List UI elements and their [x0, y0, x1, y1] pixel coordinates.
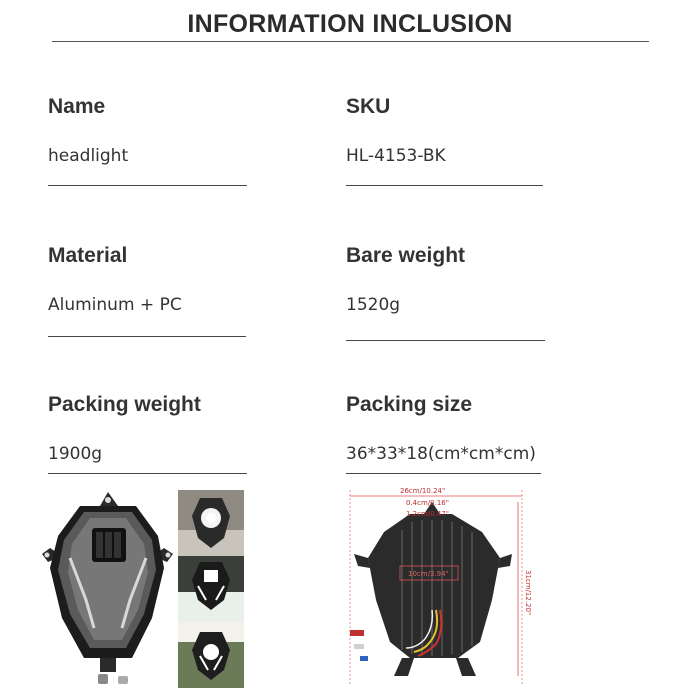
height-dimension-label: 31cm/12.20"	[524, 570, 532, 616]
title-divider	[52, 41, 649, 42]
packing-weight-divider	[48, 473, 247, 474]
sku-label: SKU	[346, 95, 391, 118]
name-label: Name	[48, 95, 106, 118]
packing-size-label: Packing size	[346, 393, 473, 416]
packing-weight-value: 1900g	[48, 444, 103, 464]
headlight-lit-photo-1	[178, 490, 244, 556]
sku-value: HL-4153-BK	[346, 146, 446, 166]
bare-weight-value: 1520g	[346, 295, 401, 315]
bare-weight-label: Bare weight	[346, 244, 466, 267]
width-dimension-label: 26cm/10.24"	[400, 487, 446, 495]
packing-weight-label: Packing weight	[48, 393, 201, 416]
material-label: Material	[48, 244, 128, 267]
material-divider	[48, 336, 246, 337]
sku-divider	[346, 185, 543, 186]
material-value: Aluminum + PC	[48, 295, 182, 315]
name-value: headlight	[48, 146, 129, 166]
headlight-front-photo	[40, 488, 175, 694]
page-title: INFORMATION INCLUSION	[187, 10, 513, 38]
headlight-lit-photo-3	[178, 622, 244, 688]
name-divider	[48, 185, 247, 186]
bare-weight-divider	[346, 340, 545, 341]
packing-size-value: 36*33*18(cm*cm*cm)	[346, 444, 536, 464]
inner-dimension-label-2: 1.2cm/0.47"	[406, 510, 449, 518]
packing-size-divider	[346, 473, 541, 474]
inner-dimension-label-1: 0.4cm/0.16"	[406, 499, 449, 507]
center-dimension-label: 10cm/3.94"	[408, 570, 449, 578]
headlight-lit-photo-2	[178, 556, 244, 622]
dimension-diagram	[340, 480, 540, 695]
